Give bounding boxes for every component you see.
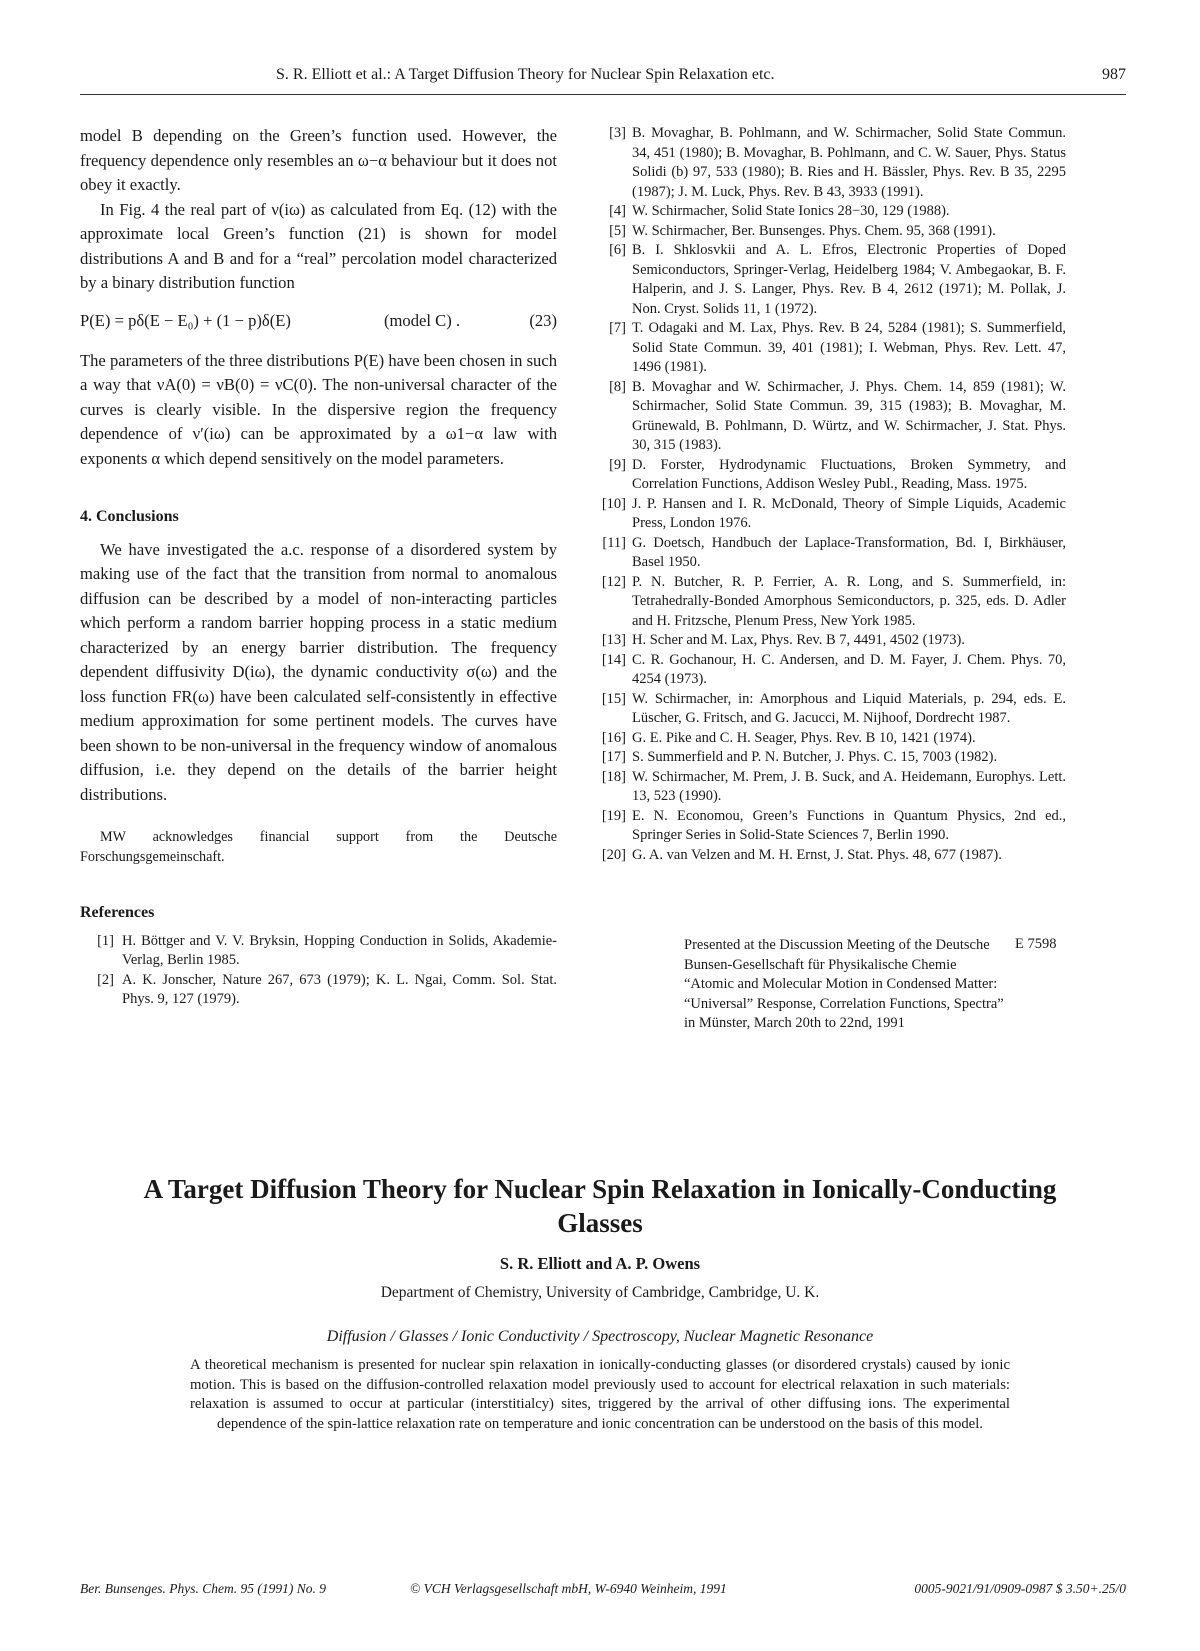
page-number: 987 bbox=[1102, 66, 1126, 83]
reference-text: P. N. Butcher, R. P. Ferrier, A. R. Long, and S. Summerfield, in: Tetrahedrally-Bonded Amorphous Semiconductors, p. 325, eds. D. Adler and H. Fritzsche, Plenum Press, New York 1985. bbox=[632, 573, 1066, 629]
article-title: A Target Diffusion Theory for Nuclear Spin Relaxation in Ionically-Conducting Glasses bbox=[143, 1174, 1057, 1238]
reference-item bbox=[80, 971, 557, 1010]
footer-publisher: © VCH Verlagsgesellschaft mbH, W-6940 Weinheim, 1991 bbox=[410, 1581, 727, 1596]
reference-item bbox=[592, 495, 1066, 534]
reference-number: [3] bbox=[609, 125, 626, 141]
equation-label: (model C) . bbox=[384, 310, 461, 330]
article-affiliation: Department of Chemistry, University of Cambridge, Cambridge, U. K. bbox=[380, 1284, 820, 1301]
reference-text: H. Böttger and V. V. Bryksin, Hopping Conduction in Solids, Akademie-Verlag, Berlin 1985. bbox=[122, 932, 557, 968]
left-column bbox=[80, 124, 557, 1010]
reference-item bbox=[592, 378, 1066, 456]
reference-item bbox=[592, 690, 1066, 729]
acknowledgment: MW acknowledges financial support from the Deutsche Forschungsgemeinschaft. bbox=[80, 829, 557, 865]
reference-text: S. Summerfield and P. N. Butcher, J. Phys. C. 15, 7003 (1982). bbox=[632, 749, 998, 765]
paragraph-1: model B depending on the Green’s function used. However, the frequency dependence only resembles an ω−α behaviour but it does not obey it exactly. bbox=[80, 126, 557, 194]
references-heading: References bbox=[80, 904, 155, 921]
reference-item bbox=[592, 748, 1066, 768]
reference-number: [12] bbox=[601, 573, 626, 590]
conclusions-heading: 4. Conclusions bbox=[80, 508, 179, 525]
article-authors: S. R. Elliott and A. P. Owens bbox=[499, 1254, 701, 1273]
reference-text: A. K. Jonscher, Nature 267, 673 (1979); K. L. Ngai, Comm. Sol. Stat. Phys. 9, 127 (1979). bbox=[122, 971, 557, 1007]
reference-text: J. P. Hansen and I. R. McDonald, Theory of Simple Liquids, Academic Press, London 1976. bbox=[632, 495, 1066, 531]
article-keywords: Diffusion / Glasses / Ionic Conductivity / Spectroscopy, Nuclear Magnetic Resonance bbox=[326, 1328, 874, 1345]
reference-item bbox=[592, 241, 1066, 319]
reference-number: [9] bbox=[609, 456, 626, 473]
running-head bbox=[80, 66, 1126, 90]
article-abstract: A theoretical mechanism is presented for nuclear spin relaxation in ionically-conducting glasses (or disordered crystals) caused by ionic motion. This is based on the diffusion-controlled relaxation model previously used to account for electrical relaxation in such materials: relaxation is assumed to occur at particular (interstitialcy) sites, triggered by the arrival of other diffusing ions. The experimental dependence of the spin-lattice relaxation rate on temperature and ionic concentration can be understood on the basis of this model. bbox=[190, 1357, 1010, 1432]
conclusions-text: We have investigated the a.c. response of a disordered system by making use of the fact that the transition from normal to anomalous diffusion can be described by a model of non-interacting particles which perform a random barrier hopping process in a static medium characterized by an energy barrier distribution. The frequency dependent diffusivity D(iω), the dynamic conductivity σ(ω) and the loss function FR(ω) have been calculated self-consistently in effective medium approximation for some pertinent models. The curves have been shown to be non-universal in the frequency window of anomalous diffusion, i.e. they depend on the details of the barrier height distributions. bbox=[80, 539, 557, 804]
reference-number: [15] bbox=[601, 690, 626, 707]
reference-item bbox=[592, 222, 1066, 242]
reference-item bbox=[592, 651, 1066, 690]
reference-text: H. Scher and M. Lax, Phys. Rev. B 7, 4491, 4502 (1973). bbox=[632, 632, 965, 648]
reference-text: W. Schirmacher, in: Amorphous and Liquid Materials, p. 294, eds. E. Lüscher, G. Fritsch, and G. Jacucci, M. Nijhoof, Dordrecht 1987. bbox=[632, 690, 1066, 726]
reference-number: [1] bbox=[97, 932, 114, 949]
paragraph-3: The parameters of the three distributions P(E) have been chosen in such a way that νA(0) = νB(0) = νC(0). The non-universal character of the curves is clearly visible. In the dispersive region the frequency dependence of ν′(iω) can be approximated by a ω1−α law with exponents α which depend sensitively on the model parameters. bbox=[80, 350, 557, 468]
reference-list-right bbox=[592, 124, 1066, 865]
reference-item bbox=[592, 729, 1066, 749]
reference-text: G. A. van Velzen and M. H. Ernst, J. Stat. Phys. 48, 677 (1987). bbox=[632, 846, 1002, 863]
reference-number: [8] bbox=[609, 378, 626, 395]
reference-text: C. R. Gochanour, H. C. Andersen, and D. M. Fayer, J. Chem. Phys. 70, 4254 (1973). bbox=[632, 651, 1066, 687]
reference-number: [20] bbox=[601, 846, 626, 863]
reference-text: B. Movaghar and W. Schirmacher, J. Phys. Chem. 14, 859 (1981); W. Schirmacher, Solid State Commun. 39, 315 (1983); B. Movaghar, M. Grünewald, B. Pohlmann, D. Würtz, and W. Schirmacher, J. Stat. Phys. 30, 315 (1983). bbox=[632, 378, 1066, 453]
reference-item bbox=[80, 932, 557, 971]
reference-item bbox=[592, 319, 1066, 378]
reference-text: E. N. Economou, Green’s Functions in Quantum Physics, 2nd ed., Springer Series in Solid-State Sciences 7, Berlin 1990. bbox=[632, 807, 1066, 843]
reference-item bbox=[592, 124, 1066, 202]
presented-note: Presented at the Discussion Meeting of the Deutsche Bunsen-Gesellschaft für Physikalische Chemie “Atomic and Molecular Motion in Condensed Matter: “Universal” Response, Correlation Functions, Spectra” in Münster, March 20th to 22nd, 1991 bbox=[684, 937, 1004, 1031]
paragraph-2: In Fig. 4 the real part of ν(iω) as calculated from Eq. (12) with the approximate local Green’s function (21) is shown for model distributions A and B and for a “real” percolation model characterized by a binary distribution function bbox=[80, 199, 557, 292]
reference-number: [5] bbox=[609, 222, 626, 239]
right-column bbox=[592, 124, 1066, 865]
reference-number: [2] bbox=[97, 971, 114, 988]
reference-text: G. Doetsch, Handbuch der Laplace-Transformation, Bd. I, Birkhäuser, Basel 1950. bbox=[632, 534, 1066, 570]
reference-text: W. Schirmacher, M. Prem, J. B. Suck, and A. Heidemann, Europhys. Lett. 13, 523 (1990). bbox=[632, 768, 1066, 804]
reference-item bbox=[592, 846, 1066, 866]
equation-number: (23) bbox=[529, 310, 557, 330]
reference-text: G. E. Pike and C. H. Seager, Phys. Rev. B 10, 1421 (1974). bbox=[632, 729, 976, 746]
reference-number: [6] bbox=[609, 242, 626, 258]
reference-text: W. Schirmacher, Solid State Ionics 28−30, 129 (1988). bbox=[632, 203, 950, 219]
reference-item bbox=[592, 631, 1066, 651]
reference-number: [16] bbox=[601, 729, 626, 746]
reference-item bbox=[592, 202, 1066, 222]
reference-text: D. Forster, Hydrodynamic Fluctuations, Broken Symmetry, and Correlation Functions, Addison Wesley Publ., Reading, Mass. 1975. bbox=[632, 456, 1066, 492]
reference-item bbox=[592, 534, 1066, 573]
running-title: S. R. Elliott et al.: A Target Diffusion Theory for Nuclear Spin Relaxation etc. bbox=[276, 66, 775, 83]
reference-text: W. Schirmacher, Ber. Bunsenges. Phys. Chem. 95, 368 (1991). bbox=[632, 222, 996, 239]
equation-23 bbox=[80, 309, 557, 335]
reference-text: B. Movaghar, B. Pohlmann, and W. Schirmacher, Solid State Commun. 34, 451 (1980); B. Movaghar, B. Pohlmann, and C. W. Sauer, Phys. Status Solidi (b) 97, 533 (1980); B. Ries and H. Bässler, Phys. Rev. B 35, 2295 (1987); J. M. Luck, Phys. Rev. B 43, 3933 (1991). bbox=[632, 125, 1066, 200]
header-rule bbox=[80, 94, 1126, 95]
page-footer bbox=[80, 1581, 1126, 1603]
reference-number: [11] bbox=[602, 534, 626, 551]
footer-journal: Ber. Bunsenges. Phys. Chem. 95 (1991) No. 9 bbox=[80, 1581, 326, 1596]
reference-number: [17] bbox=[601, 749, 626, 765]
reference-number: [19] bbox=[601, 807, 626, 824]
reference-text: B. I. Shklosvkii and A. L. Efros, Electronic Properties of Doped Semiconductors, Springer-Verlag, Heidelberg 1984; V. Ambegaokar, B. F. Halperin, and J. S. Langer, Phys. Rev. B 4, 2612 (1971); M. Pollak, J. Non. Cryst. Solids 11, 1 (1972). bbox=[632, 242, 1066, 317]
reference-number: [10] bbox=[601, 495, 626, 512]
reference-text: T. Odagaki and M. Lax, Phys. Rev. B 24, 5284 (1981); S. Summerfield, Solid State Commun. 39, 401 (1981); I. Webman, Phys. Rev. Lett. 47, 1496 (1981). bbox=[632, 320, 1066, 375]
presented-code: E 7598 bbox=[1015, 936, 1057, 952]
reference-item bbox=[592, 573, 1066, 632]
reference-number: [18] bbox=[601, 768, 626, 785]
reference-item bbox=[592, 768, 1066, 807]
reference-number: [4] bbox=[609, 203, 626, 219]
reference-number: [7] bbox=[609, 320, 626, 336]
reference-item bbox=[592, 456, 1066, 495]
reference-item bbox=[592, 807, 1066, 846]
reference-list-left bbox=[80, 932, 557, 1010]
reference-number: [14] bbox=[601, 651, 626, 668]
reference-number: [13] bbox=[601, 632, 626, 648]
footer-code: 0005-9021/91/0909-0987 $ 3.50+.25/0 bbox=[914, 1581, 1126, 1596]
equation-body: P(E) = pδ(E − E₀) + (1 − p)δ(E) bbox=[80, 310, 291, 330]
